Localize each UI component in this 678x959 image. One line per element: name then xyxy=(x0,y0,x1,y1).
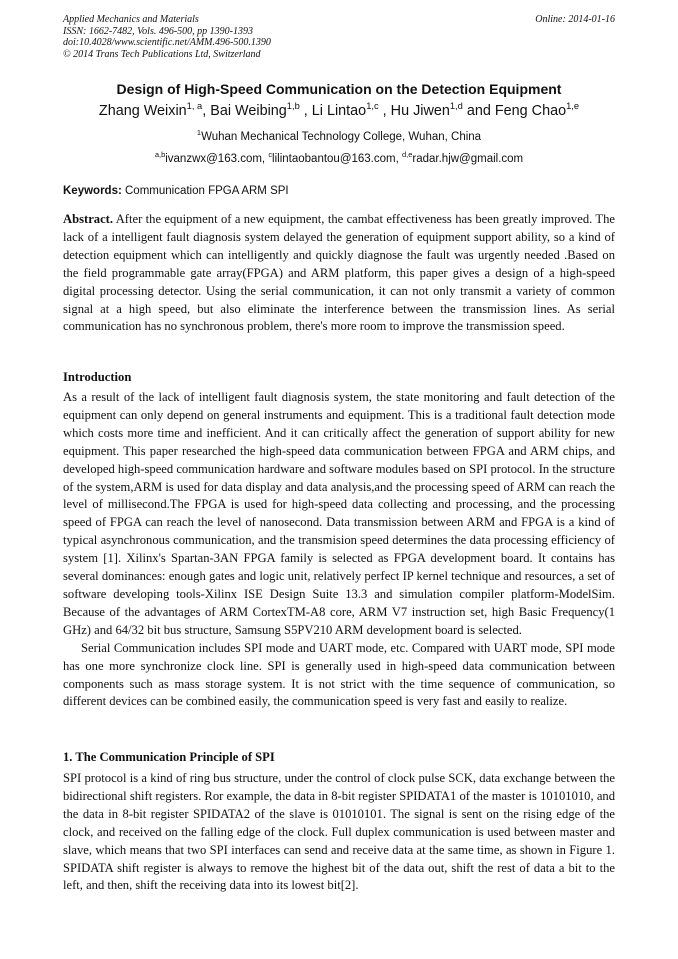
author-list xyxy=(0,103,678,119)
email-text: lilintaobantou@163.com, xyxy=(272,153,402,165)
keywords-label: Keywords: xyxy=(63,185,122,197)
author-name: Bai Weibing xyxy=(210,103,287,119)
introduction-heading: Introduction xyxy=(63,370,132,384)
affiliation-text: Wuhan Mechanical Technology College, Wuhan, China xyxy=(201,131,482,143)
author-sep: , xyxy=(378,103,391,119)
email-sup: c xyxy=(268,150,273,160)
abstract-text: After the equipment of a new equipment, the cambat effectiveness has been greatly improved. The lack of a intelligent fault diagnosis system delayed the generation of equipment support ability, so a kind of detection equipment which can intelligently and quickly diagnose the fault was urgently needed .Based on the field programmable gate array(FPGA) and ARM platform, this paper gives a design of a high-speed digital processing detector. Using the serial communication, it can not only transmit a variety of common signal at a high speed, but also eliminate the interference between the transmission lines. As serial communication has no synchronous problem, there's more room to improve the transmission speed. xyxy=(63,212,615,334)
affiliation xyxy=(0,128,678,143)
keywords xyxy=(63,185,289,197)
keywords-text: Communication FPGA ARM SPI xyxy=(125,185,289,197)
affiliation-sup: 1 xyxy=(196,128,202,138)
email-sup: d,e xyxy=(402,150,413,160)
journal-name: Applied Mechanics and Materials xyxy=(63,14,199,25)
author-sup: 1,d xyxy=(449,101,463,112)
email-text: radar.hjw@gmail.com xyxy=(412,153,524,165)
author-sep: , xyxy=(299,103,312,119)
section-1-paragraph: SPI protocol is a kind of ring bus structure, under the control of clock pulse SCK, data exchange between the bidirectional shift registers. Ror example, the data in 8-bit register SPIDATA1 of the master is 10101010, and the data in 8-bit register SPIDATA2 of the slave is 01010101. The signal is sent on the rising edge of the clock, and received on the falling edge of the clock. Full duplex communication is used between master and slave, which means that two SPI interfaces can send and receive data at the same time, as shown in Figure 1. SPIDATA shift register is always to remove the highest bit of the data out, shift the rest of data a bit to the left, and then, shift the receiving data into its lowest bit[2]. xyxy=(63,771,615,893)
copyright-line: © 2014 Trans Tech Publications Ltd, Switzerland xyxy=(63,48,261,60)
author-name: Feng Chao xyxy=(494,103,567,119)
email-sup: a,b xyxy=(154,150,166,160)
issn-line: ISSN: 1662-7482, Vols. 496-500, pp 1390-1393 xyxy=(63,25,253,37)
email-text: ivanzwx@163.com, xyxy=(165,153,269,165)
author-sep: and xyxy=(462,103,495,119)
online-date: Online: 2014-01-16 xyxy=(535,14,615,25)
introduction-body xyxy=(63,389,615,711)
abstract-paragraph xyxy=(63,211,615,336)
journal-header xyxy=(63,14,615,60)
section-1-heading: 1. The Communication Principle of SPI xyxy=(63,750,275,764)
doi-line: doi:10.4028/www.scientific.net/AMM.496-500.1390 xyxy=(63,37,271,49)
author-sup: 1, a xyxy=(186,101,203,112)
author-sup: 1,b xyxy=(286,101,300,112)
author-name: Li Lintao xyxy=(311,103,367,119)
author-sep: , xyxy=(202,103,211,119)
author-sup: 1,c xyxy=(366,101,379,112)
introduction-paragraph-1: As a result of the lack of intelligent fault diagnosis system, the state monitoring and fault detection of the equipment can only depend on general instruments and equipment. This is a traditional fault detection mode which costs more time and inefficient. And it can critically affect the generation of support ability for new equipment. This paper researched the high-speed data communication between FPGA and ARM chips, and developed high-speed communication hardware and software modules based on SPI protocol. In the structure of the system,ARM is used for data display and data analysis,and the processing speed of ARM can reach the level of millisecond.The FPGA is used for high-speed data collecting and processing, and the processing speed of FPGA can reach the level of nanosecond. Data transmission between ARM and FPGA is a kind of typical asynchronous communication, and the transmision speed determines the data processing efficiency of system [1]. Xilinx's Spartan-3AN FPGA family is selected as FPGA development board. It contains has several dominances: enough gates and logic unit, relatively perfect IP kernel technique and resources, a set of software developing tools-Xilinx ISE Design Suite 13.3 and simulation compiler platform-ModelSim. Because of the advantages of ARM CortexTM-A8 core, ARM V7 instruction set, high Basic Frequency(1 GHz) and 64/32 bit bus structure, Samsung S5PV210 ARM development board is selected. xyxy=(63,390,615,637)
author-name: Hu Jiwen xyxy=(390,103,450,119)
author-sup: 1,e xyxy=(566,101,580,112)
paper-title: Design of High-Speed Communication on the Detection Equipment xyxy=(116,81,562,97)
author-name: Zhang Weixin xyxy=(98,103,187,119)
abstract-label: Abstract. xyxy=(63,212,114,226)
introduction-paragraph-2: Serial Communication includes SPI mode and UART mode, etc. Compared with UART mode, SPI mode has one more synchronize clock line. SPI is generally used in high-speed data communication between components such as mass storage system. It is not strict with the time sequence of communication, so different devices can be combined easily, the communication speed is very fast and easily to realize. xyxy=(63,640,615,709)
email-list xyxy=(0,150,678,165)
